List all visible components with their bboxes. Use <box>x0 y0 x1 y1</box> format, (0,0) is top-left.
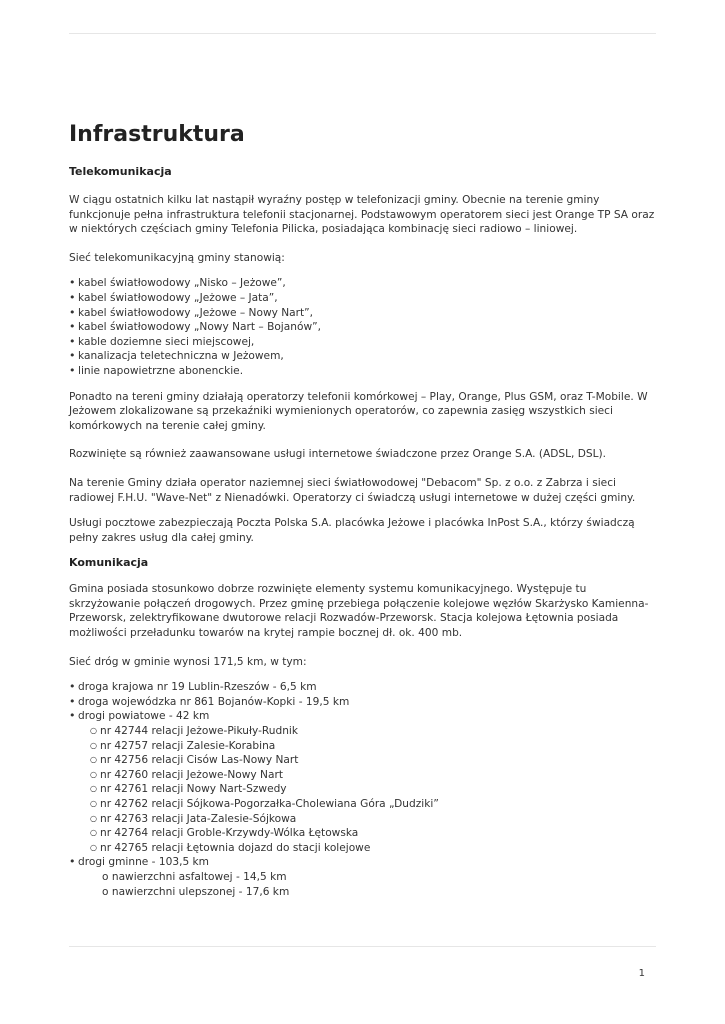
roads-list <box>69 680 659 870</box>
list-item: • kabel światłowodowy „Nowy Nart – Bojanów”, <box>69 320 659 335</box>
paragraph: Rozwinięte są również zaawansowane usługi internetowe świadczone przez Orange S.A. (ADSL, DSL). <box>69 448 607 461</box>
list-item: • kabel światłowodowy „Jeżowe – Jata”, <box>69 291 659 306</box>
sub-list-item: ○ nr 42764 relacji Groble-Krzywdy-Wólka Łętowska <box>78 826 659 841</box>
paragraph: Na terenie Gminy działa operator naziemnej sieci światłowodowej "Debacom" Sp. z o.o. z Zabrza i sieci radiowej F.H.U. "Wave-Net" z Nienadówki. Operatorzy ci świadczą usługi internetowe w dużej części gminy. <box>69 476 636 504</box>
list-item <box>69 709 659 855</box>
paragraph: Usługi pocztowe zabezpieczają Poczta Polska S.A. placówka Jeżowe i placówka InPost S.A., którzy świadczą pełny zakres usług dla całej gminy. <box>69 517 635 544</box>
paragraph: Sieć telekomunikacyjną gminy stanowią: <box>69 251 285 264</box>
list-item: • kanalizacja teletechniczna w Jeżowem, <box>69 349 659 364</box>
powiatowe-sublist <box>78 724 659 855</box>
paragraph: W ciągu ostatnich kilku lat nastąpił wyraźny postęp w telefonizacji gminy. Obecnie na terenie gminy funkcjonuje pełna infrastruktura telefonii stacjonarnej. Podstawowym operatorem sieci jest Orange TP SA oraz w niektórych częściach gminy Telefonia Pilicka, posiadająca kombinację sieci radiowo – liniowej. <box>69 194 655 236</box>
sub-list-item: ○ nr 42765 relacji Łętownia dojazd do stacji kolejowe <box>78 841 659 856</box>
list-item: • kable doziemne sieci miejscowej, <box>69 335 659 350</box>
sub-list-item: ○ nr 42744 relacji Jeżowe-Pikuły-Rudnik <box>78 724 659 739</box>
section-heading-komunikacja: Komunikacja <box>69 556 149 570</box>
document-body <box>69 120 659 899</box>
list-item: • drogi gminne - 103,5 km <box>69 855 659 870</box>
sub-list-item: ○ nr 42761 relacji Nowy Nart-Szwedy <box>78 782 659 797</box>
sub-list-item: ○ nr 42757 relacji Zalesie-Korabina <box>78 739 659 754</box>
header-divider <box>69 33 656 34</box>
list-item: • kabel światłowodowy „Nisko – Jeżowe”, <box>69 276 659 291</box>
list-item: • linie napowietrzne abonenckie. <box>69 364 659 379</box>
section-heading-telekomunikacja: Telekomunikacja <box>69 165 172 178</box>
paragraph: Ponadto na tereni gminy działają operatorzy telefonii komórkowej – Play, Orange, Plus GSM, oraz T-Mobile. W Jeżowem zlokalizowane są przekaźniki wymienionych operatorów, co zapewnia zasięg wszystkich sieci komórkowych na terenie całej gminy. <box>69 390 648 432</box>
gminne-detail: o nawierzchni ulepszonej - 17,6 km <box>102 885 290 898</box>
footer-divider <box>69 946 656 947</box>
sub-list-item: ○ nr 42760 relacji Jeżowe-Nowy Nart <box>78 768 659 783</box>
list-item-label: drogi powiatowe - 42 km <box>78 710 210 723</box>
sub-list-item: ○ nr 42762 relacji Sójkowa-Pogorzałka-Cholewiana Góra „Dudziki” <box>78 797 659 812</box>
page-title: Infrastruktura <box>69 122 245 147</box>
list-item: • droga wojewódzka nr 861 Bojanów-Kopki - 19,5 km <box>69 695 659 710</box>
list-item: • droga krajowa nr 19 Lublin-Rzeszów - 6,5 km <box>69 680 659 695</box>
list-item: • kabel światłowodowy „Jeżowe – Nowy Nart”, <box>69 306 659 321</box>
paragraph: Gmina posiada stosunkowo dobrze rozwinięte elementy systemu komunikacyjnego. Występuje tu skrzyżowanie połączeń drogowych. Przez gminę przebiega połączenie kolejowe węzłów Skarżysko Kamienna-Przeworsk, zelektryfikowane dwutorowe relacji Rozwadów-Przeworsk. Stacja kolejowa Łętownia posiada możliwości przeładunku towarów na krytej rampie bocznej dł. ok. 400 mb. <box>69 583 649 640</box>
sub-list-item: ○ nr 42763 relacji Jata-Zalesie-Sójkowa <box>78 812 659 827</box>
telecom-list <box>69 276 659 378</box>
paragraph: Sieć dróg w gminie wynosi 171,5 km, w tym: <box>69 655 307 668</box>
page-number: 1 <box>638 968 645 979</box>
sub-list-item: ○ nr 42756 relacji Cisów Las-Nowy Nart <box>78 753 659 768</box>
gminne-detail: o nawierzchni asfaltowej - 14,5 km <box>102 870 287 883</box>
